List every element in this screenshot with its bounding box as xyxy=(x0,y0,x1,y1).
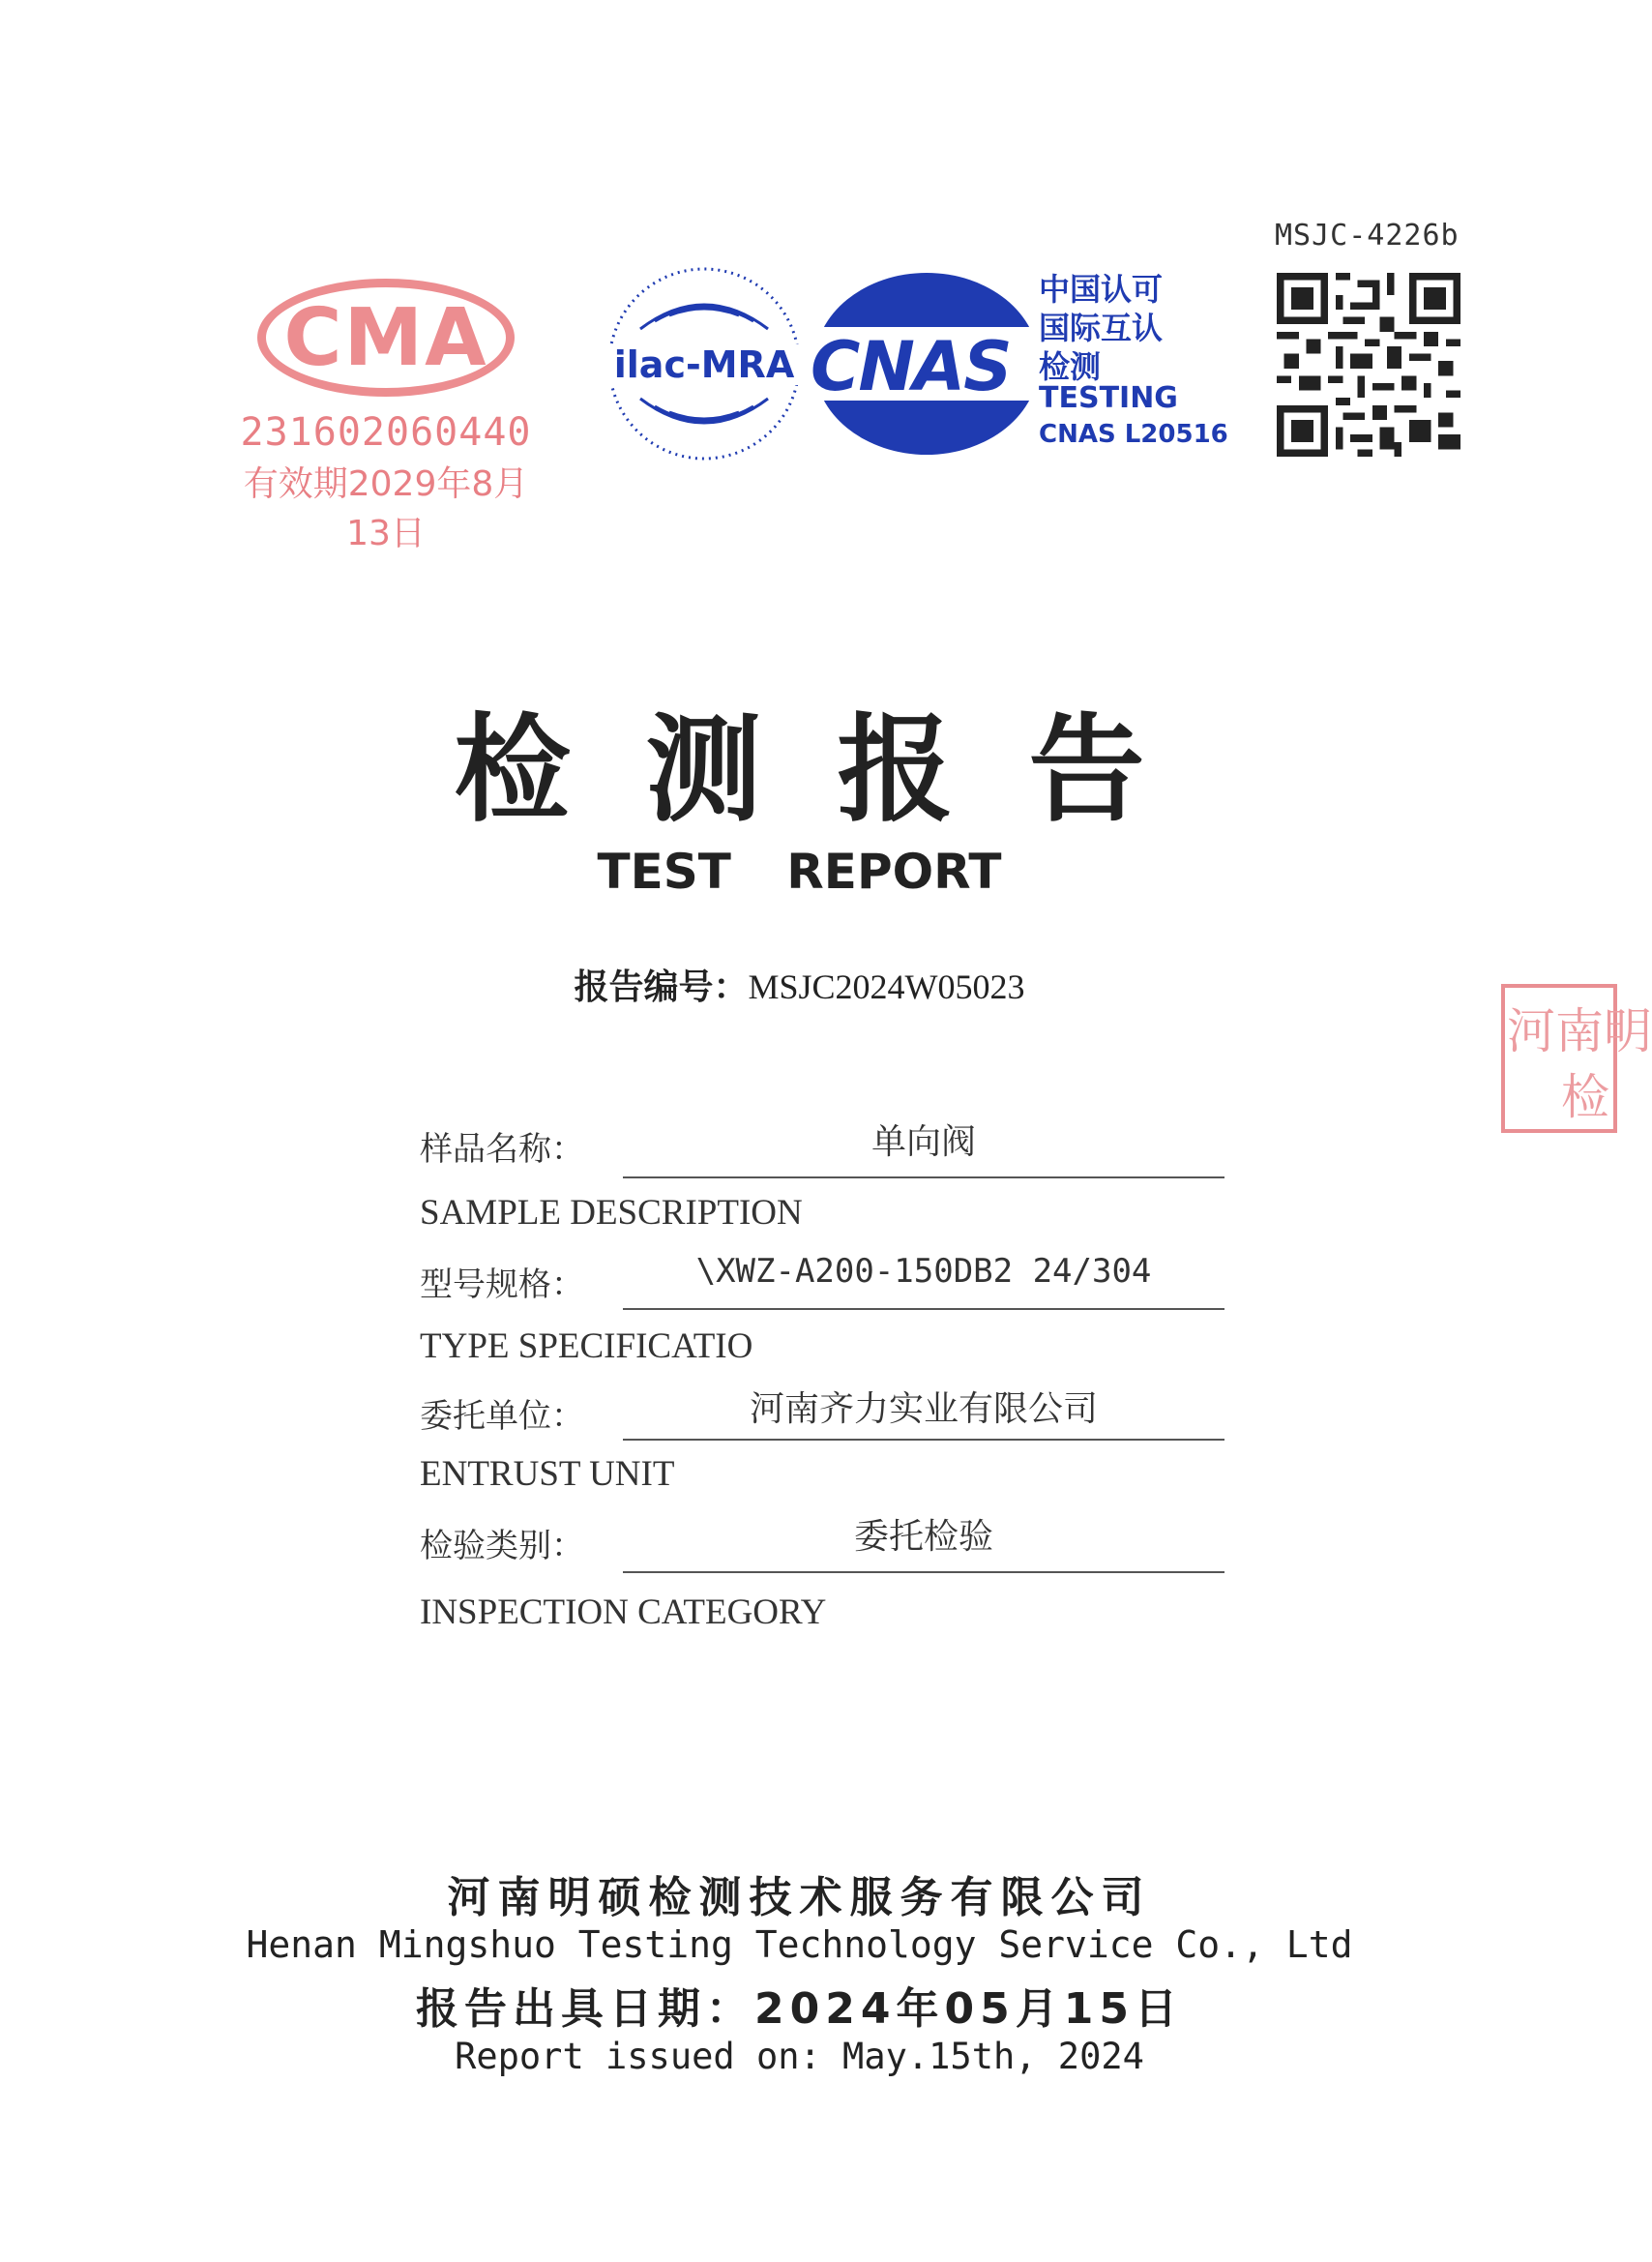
sample-description-label-en: SAMPLE DESCRIPTION xyxy=(420,1193,803,1233)
document-code: MSJC-4226b xyxy=(1275,219,1460,253)
company-name-en: Henan Mingshuo Testing Technology Service Co., Ltd xyxy=(246,1923,1353,1966)
cma-letters: CMA xyxy=(283,292,488,384)
report-number-value: MSJC2024W05023 xyxy=(748,967,1025,1006)
type-spec-label: 型号规格： xyxy=(420,1265,584,1304)
type-spec-underline xyxy=(623,1308,1224,1310)
ilac-logo-text: ilac-MRA xyxy=(613,343,795,386)
cnas-line-1: 中国认可 xyxy=(1039,271,1164,308)
sample-name-value: 单向阀 xyxy=(870,1122,976,1162)
report-number xyxy=(0,960,1599,1009)
report-number-label: 报告编号： xyxy=(574,967,749,1007)
inspection-category-label-en: INSPECTION CATEGORY xyxy=(420,1592,827,1632)
report-title-cn: 检测报告 xyxy=(454,701,1221,838)
issue-date-cn: 报告出具日期：2024年05月15日 xyxy=(416,1984,1183,2034)
type-spec-value: \XWZ-A200-150DB2 24/304 xyxy=(695,1252,1152,1291)
inspection-category-underline xyxy=(623,1571,1224,1573)
cnas-logo xyxy=(811,271,1228,457)
sample-name-label: 样品名称： xyxy=(420,1130,584,1169)
cma-certificate-number: 231602060440 xyxy=(240,410,532,455)
entrust-unit-label: 委托单位： xyxy=(420,1397,584,1436)
type-specification-label-en: TYPE SPECIFICATIO xyxy=(420,1326,753,1366)
cnas-line-4: TESTING xyxy=(1039,381,1178,415)
cma-seal xyxy=(228,275,547,553)
cnas-line-3: 检测 xyxy=(1039,348,1102,385)
cnas-line-2: 国际互认 xyxy=(1039,310,1164,346)
company-name-cn: 河南明硕检测技术服务有限公司 xyxy=(447,1873,1152,1922)
inspection-category-value: 委托检验 xyxy=(853,1517,993,1557)
ilac-mra-logo xyxy=(602,261,807,466)
issue-date-en: Report issued on: May.15th, 2024 xyxy=(455,2036,1144,2077)
cma-validity-date: 有效期2029年8月13日 xyxy=(243,464,529,553)
entrust-unit-value: 河南齐力实业有限公司 xyxy=(749,1389,1098,1429)
cnas-line-5: CNAS L20516 xyxy=(1039,420,1228,449)
sample-name-underline xyxy=(623,1176,1224,1178)
company-seal-text-1: 河南明 xyxy=(1507,1003,1652,1059)
entrust-unit-underline xyxy=(623,1439,1224,1441)
cnas-word: CNAS xyxy=(811,327,1011,406)
inspection-category-label: 检验类别： xyxy=(420,1527,584,1565)
report-title-en: TEST REPORT xyxy=(597,844,1002,900)
company-seal-text-2: 检 xyxy=(1561,1069,1609,1125)
qr-code-icon xyxy=(1277,273,1460,457)
entrust-unit-label-en: ENTRUST UNIT xyxy=(420,1454,675,1494)
